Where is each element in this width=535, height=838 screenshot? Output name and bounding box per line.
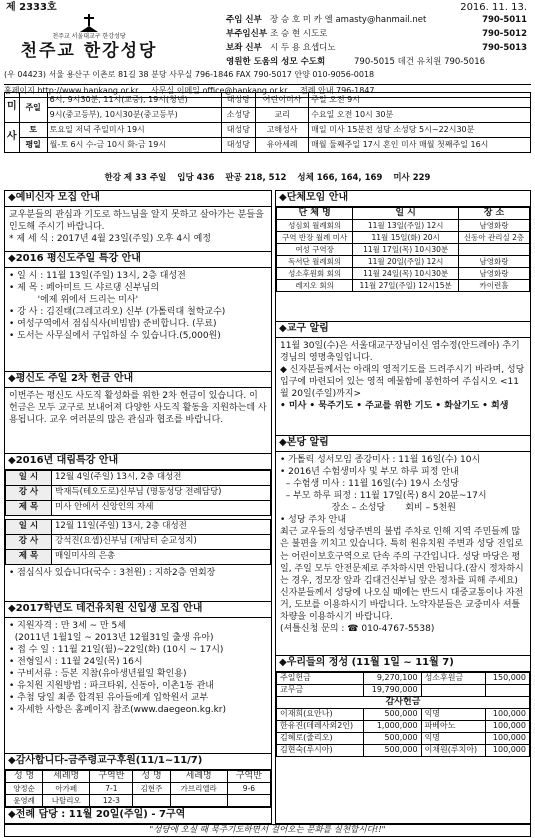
section-title: ◆본당 알림 (276, 436, 530, 452)
staff-phone: 790-5013 (482, 43, 527, 53)
section-line: • 구비서류 : 등본 지참(유아생년월일 확인용) (9, 669, 187, 680)
table-row (5, 108, 531, 123)
parish-notice-section (276, 435, 530, 653)
table-cell: 나탈리오 (43, 794, 90, 806)
table-row (277, 672, 530, 684)
table-header-row (277, 207, 530, 219)
row-value: 12월 4일(주일) 13시, 2층 대성전 (52, 470, 271, 485)
staff-role: 주임 신부 (226, 15, 262, 25)
advent-lecture-section (5, 453, 271, 599)
staff-row (226, 43, 531, 57)
section-line: • 일 시 : 11월 13일(주일) 13시, 2층 대성전 (9, 270, 186, 281)
table-cell: 100,000 (486, 720, 530, 732)
table-row (6, 549, 271, 564)
table-cell: 독서단 월례회의 (277, 255, 353, 267)
column-header: 감사헌금 (277, 696, 530, 708)
mass-extra-key: 고해성사 (256, 123, 309, 138)
mass-extra-key: 유아세례 (256, 138, 309, 153)
section-title: ◆전례 담당 : 11월 20일(주일) - 7구역 (5, 808, 271, 823)
table-cell: 한유진(데레사외2인) (277, 720, 364, 732)
stat-item: 미사 229 (393, 173, 431, 183)
staff-role: 부주임신부 (226, 29, 268, 39)
mass-schedule-table (4, 92, 531, 153)
table-cell: 150,000 (486, 672, 530, 684)
table-cell: 가브리엘라 (170, 782, 227, 794)
mass-kind: 주일 (19, 93, 47, 123)
mass-place: 소성당 (221, 108, 255, 123)
staff-person: 790-5015 데건 유치원 790-5016 (354, 57, 486, 67)
row-key: 강 사 (6, 485, 52, 500)
row-value: 매일미사의 은총 (52, 549, 271, 564)
table-row (277, 243, 530, 255)
section-line: • 접 수 일 : 11월 21일(월)~22일(화) (10시 ~ 17시) (9, 644, 224, 655)
mass-extra-key: 교리 (256, 108, 309, 123)
homepage-link[interactable]: 홈페이지 http://www.hankang.or.kr (4, 86, 139, 95)
table-cell: 이재희(요안나) (277, 708, 364, 720)
section-title: ◆감사합니다-금주령교구후원(11/1~11/7) (5, 754, 271, 770)
catechumen-section (5, 191, 271, 249)
table-cell: 카이런홀 (459, 279, 530, 291)
mass-place: 대성당 (221, 138, 255, 153)
mass-side-label: 사 (5, 123, 20, 153)
staff-row (226, 29, 531, 43)
section-contact: (셔틀신청 문의 : ☎ 010-4767-5538) (280, 624, 435, 635)
weekly-stats (4, 173, 531, 187)
section-body (276, 452, 530, 638)
table-row (6, 534, 271, 549)
email-link[interactable]: 사무실 이메일 office@hankang.or.kr (151, 86, 288, 95)
column-header: 일 시 (353, 207, 459, 219)
footer-slogan: "성당에 오실 때 묵주기도하면서 걸어오는 문화를 실천합시다!!" (4, 824, 531, 837)
table-cell: 이채원(루치아) (421, 744, 486, 756)
section-text: 교우분들의 관심과 기도로 하느님을 알지 못하고 살아가는 분들을 인도해 주시기 바랍니다. (9, 209, 264, 232)
column-header: 성 명 (6, 770, 43, 782)
section-line: • 추첨 당일 최종 합격된 유아들에게 입학원서 교부 (9, 693, 209, 704)
table-cell: 구역 반장 월례 미사 (277, 231, 353, 243)
section-body (5, 207, 271, 247)
table-cell: 11월 13일(주일) 12시 (353, 219, 459, 231)
section-title: ◆예비신자 모집 안내 (5, 191, 271, 207)
mass-place: 대성당 (221, 123, 255, 138)
lay-collection-section (5, 371, 271, 451)
stat-item: 입당 436 (177, 173, 215, 183)
table-cell: 19,790,000 (364, 684, 421, 696)
section-text: 11월 30일(수)은 서울대교구장님이신 염수정(안드레아) 추기경님의 영명축일입니다. (280, 340, 520, 363)
section-line: '에제 위에서 드리는 미사' (9, 294, 139, 305)
row-key: 일 시 (6, 470, 52, 485)
parish-address: (우 04423) 서울 용산구 이촌로 81길 38 분당 사무실 796-1846 FAX 790-5017 안양 010-9056-0018 (4, 70, 375, 79)
section-line: • 도서는 사무실에서 구입하실 수 있습니다.(5,000원) (9, 331, 221, 342)
table-row (5, 123, 531, 138)
row-value: 미사 안에서 신앙인의 자세 (52, 500, 271, 515)
logo-name: 천주교 한강성당 (20, 40, 158, 61)
section-line: • 가톨릭 성서모임 종강미사 : 11월 16일(수) 10시 (280, 454, 481, 465)
table-cell: 100,000 (486, 732, 530, 744)
section-body (5, 565, 271, 581)
section-line: • 유치원 지원방법 : 파크타워, 신동아, 이촌1동 관내 (9, 681, 215, 692)
section-line: • 전형일시 : 11월 24일(목) 16시 (9, 656, 143, 667)
advent-table-2 (5, 519, 271, 565)
row-key: 강 사 (6, 534, 52, 549)
mass-times: 토요일 저녁 주일미사 19시 (47, 123, 221, 138)
table-cell: 100,000 (486, 708, 530, 720)
table-row (5, 93, 531, 108)
section-line: • 강 사 : 김진태(그레고리오) 신부 (가톨릭대 철학교수) (9, 306, 226, 317)
column-header: 장 소 (459, 207, 530, 219)
section-note: * 제 세 식 : 2017년 4월 23일(주일) 오후 4시 예정 (9, 233, 211, 244)
stat-item: 한강 제 33 주일 (104, 173, 167, 183)
staff-role: 영원한 도움의 성모 수도회 (226, 57, 326, 67)
table-row (277, 684, 530, 696)
section-line: (2011년 1월1일 ~ 2013년 12월31일 출생 유아) (9, 632, 214, 643)
table-row (277, 219, 530, 231)
section-text: • 미사 • 묵주기도 • 주교를 위한 기도 • 화살기도 • 희생 (280, 401, 509, 412)
column-header: 구역반 (227, 770, 270, 782)
section-text: ◆ 신자분들께서는 아래의 영적기도를 드려주시기 바라며, 성당입구에 마련되어 있는 영적 예물함에 봉헌하여 주십시오 <11월 20일(주일)까지> (280, 364, 525, 400)
issue-number: 제 2333호 (6, 2, 57, 13)
table-cell: 익명 (421, 732, 486, 744)
table-cell: 1,000,000 (364, 720, 421, 732)
section-text: 이번주는 평신도 사도직 활성화를 위한 2차 헌금이 있습니다. 이 헌금은 모두 교구로 보내어져 다양한 사도직 활동을 지원하는데 사용됩니다. 교우 여러분의 많은 관심과 협조를 바랍니다. (9, 390, 267, 425)
section-line: • 자세한 사항은 홈페이지 참조(www.daegeon.kg.kr) (9, 705, 227, 716)
column-header: 세례명 (170, 770, 227, 782)
table-cell: 레지오 회의 (277, 279, 353, 291)
table-cell (133, 794, 170, 806)
table-cell: 9-6 (227, 782, 270, 794)
mass-kind: 토 (19, 123, 47, 138)
table-cell: 여성 구역장 (277, 243, 353, 255)
section-text: 최근 교우들의 성당주변의 불법 주차로 인해 지역 주민들께 많은 불편을 끼치고 있습니다. 특히 원유치원 주변과 성당 진입로는 어린이보호구역으로 단속 주의 구간입니다. 성당 마당은 평일, 주일 모두 안전문제로 주차하시면 안됩니다.(잠시 정차하시는 경우, 정모장 앞과 김대건신부님 앞은 정차를 피해 주세요) 신자분들께서 성당에 나오실 때에는 반드시 대중교통이나 자전거, 도보를 이용하시기 바랍니다. 노약자분들은 교중미사 셔틀차량을 이용하시기 바랍니다. (280, 527, 524, 623)
staff-person: 조 승 현 시도로 (270, 29, 328, 39)
table-cell: 500,000 (364, 732, 421, 744)
table-row (6, 519, 271, 534)
section-title: ◆2016 평신도주일 특강 안내 (5, 252, 271, 268)
table-cell: 아가페 (43, 782, 90, 794)
table-cell: 양정순 (6, 782, 43, 794)
kindergarten-section (5, 601, 271, 751)
row-value: 12월 11일(주일) 13시, 2층 대성전 (52, 519, 271, 534)
table-cell: 성심회 월례회의 (277, 219, 353, 231)
section-line: 장소 – 소성당 회비 – 5천원 (280, 503, 456, 514)
stat-item: 성체 166, 164, 169 (297, 173, 383, 183)
table-cell: 남영화랑 (459, 267, 530, 279)
staff-phone: 790-5011 (482, 15, 527, 25)
issue-date: 2016. 11. 13. (460, 2, 527, 13)
stat-item: 판공 218, 512 (225, 173, 287, 183)
offering-section (276, 655, 530, 823)
section-title: ◆교구 알림 (276, 322, 530, 338)
row-value: 박재득(테오도로)신부님 (명동성당 전례담당) (52, 485, 271, 500)
section-body (276, 338, 530, 415)
mass-times: 6시, 9시30분, 11시(교중), 19시(청년) (47, 93, 221, 108)
mass-extra-value: 수요일 오전 10시 30분 (309, 108, 531, 123)
table-cell: 김현숙(루시아) (277, 744, 364, 756)
table-row (277, 744, 530, 756)
staff-phone: 790-5012 (482, 29, 527, 39)
table-cell: 교무금 (277, 684, 364, 696)
row-key: 일 시 (6, 519, 52, 534)
table-cell: 11월 15일(화) 20시 (353, 231, 459, 243)
mass-times: 9시(중고등부), 10시30분(중고등부) (47, 108, 221, 123)
table-cell: 신동아 관리실 2층 (459, 231, 530, 243)
table-row (277, 231, 530, 243)
table-header-row (277, 696, 530, 708)
section-line: • 여성구역에서 점심식사(비빔밥) 준비합니다. (무료) (9, 319, 217, 330)
section-line: – 수험생 미사 : 11월 16일(수) 19시 소성당 (280, 478, 459, 489)
table-cell (227, 794, 270, 806)
table-cell: 윤영례 (6, 794, 43, 806)
table-header-row (6, 770, 271, 782)
church-cross-icon (78, 14, 100, 32)
table-cell: 9,270,100 (364, 672, 421, 684)
header (4, 14, 531, 95)
mass-side-label: 미 (5, 93, 20, 123)
table-cell: 남영화랑 (459, 219, 530, 231)
column-header: 세례명 (43, 770, 90, 782)
table-cell: 7-1 (90, 782, 133, 794)
row-key: 제 목 (6, 549, 52, 564)
staff-person: 장 승 호 미 카 엘 amasty@hanmail.net (270, 15, 427, 25)
section-line: – 부모 하루 피정 : 11월 17일(목) 8시 20분~17시 (280, 490, 487, 501)
group-meetings-section (276, 191, 530, 319)
thanks-table (5, 770, 271, 807)
section-line: • 제 목 : 페아미트 드 샤르댕 신부님의 (9, 282, 160, 293)
table-cell (170, 794, 227, 806)
mass-extra-value: 매일 미사 15분전 성당 소성당 5시~22시30분 (309, 123, 531, 138)
offering-summary-table (276, 672, 530, 757)
table-row (6, 794, 271, 806)
row-key: 제 목 (6, 500, 52, 515)
table-row (277, 732, 530, 744)
section-line: • 지원자격 : 만 3세 ~ 만 5세 (9, 620, 126, 631)
column-header: 단 체 명 (277, 207, 353, 219)
table-row (5, 138, 531, 153)
mass-extra-value: 주일 오전 9시 (309, 93, 531, 108)
table-row (277, 255, 530, 267)
row-value: 강석진(요셉)신부님 (재남터 순교성지) (52, 534, 271, 549)
table-row (277, 279, 530, 291)
staff-row (226, 57, 531, 71)
table-cell: 11월 24일(목) 10시30분 (353, 267, 459, 279)
mass-place: 대성당 (221, 93, 255, 108)
table-cell: 500,000 (364, 744, 421, 756)
section-title: ◆2016년 대림특강 안내 (5, 454, 271, 470)
section-title: ◆단체모임 안내 (276, 191, 530, 207)
right-column (275, 190, 531, 824)
table-row (277, 267, 530, 279)
thanks-section (5, 753, 271, 805)
section-title: ◆우리들의 정성 (11월 1일 ~ 11월 7) (276, 656, 530, 672)
table-cell: 성소후원회 회의 (277, 267, 353, 279)
advent-table-1 (5, 470, 271, 516)
section-title: ◆평신도 주일 2차 헌금 안내 (5, 372, 271, 388)
table-cell: 100,000 (486, 744, 530, 756)
staff-row (226, 15, 531, 29)
table-cell: 남영화랑 (459, 255, 530, 267)
mass-kind: 평일 (19, 138, 47, 153)
table-cell: 12-3 (90, 794, 133, 806)
table-cell: 11월 17일(목) 10시30분 (353, 243, 459, 255)
lay-lecture-section (5, 251, 271, 369)
table-row (6, 500, 271, 515)
table-cell: 11월 20일(주일) 12시 (353, 255, 459, 267)
parish-logo (14, 14, 164, 66)
staff-role: 보좌 신부 (226, 43, 262, 53)
table-cell (459, 243, 530, 255)
table-row (6, 485, 271, 500)
table-cell (421, 684, 486, 696)
section-title: ◆2017학년도 데건유치원 신입생 모집 안내 (5, 602, 271, 618)
table-cell: 파베아노 (421, 720, 486, 732)
table-row (277, 720, 530, 732)
logo-subtitle: 천주교 서울대교구 한강성당 (52, 33, 126, 40)
staff-person: 시 두 용 요셉디노 (270, 43, 336, 53)
top-line (4, 2, 531, 14)
mass-extra-value: 매월 둘째주일 17시 혼인 미사 매월 첫째주일 16시 (309, 138, 531, 153)
table-cell: 김혜로(줄리오) (277, 732, 364, 744)
section-note: • 점심식사 있습니다(국수 : 3천원) : 지하2층 연회장 (9, 567, 216, 578)
group-meetings-table (276, 207, 530, 292)
section-body (5, 388, 271, 428)
table-row (277, 708, 530, 720)
table-cell: 성소후원금 (421, 672, 486, 684)
mass-times: 월-토 6시 수-금 10시 화-금 19시 (47, 138, 221, 153)
column-header: 성 명 (133, 770, 170, 782)
section-body (5, 268, 271, 345)
section-subtitle: • 성당 주차 안내 (280, 515, 347, 526)
section-line: • 2016년 수험생미사 및 부모 하루 피정 안내 (280, 466, 459, 477)
table-row (6, 782, 271, 794)
liturgy-phone: 전례 안내 796-1847 (300, 86, 375, 95)
table-cell: 익명 (421, 708, 486, 720)
table-row (6, 470, 271, 485)
column-header: 구역반 (90, 770, 133, 782)
mass-extra-key: 어린이미사 (256, 93, 309, 108)
table-cell (486, 684, 530, 696)
left-column (4, 190, 272, 824)
liturgy-duty-section (5, 807, 271, 823)
table-cell: 500,000 (364, 708, 421, 720)
diocese-notice-section (276, 321, 530, 433)
staff-list (226, 15, 531, 71)
section-body (5, 618, 271, 719)
table-cell: 주일헌금 (277, 672, 364, 684)
table-cell: 11월 27일(주일) 12시15분 (353, 279, 459, 291)
table-cell: 김현주 (133, 782, 170, 794)
